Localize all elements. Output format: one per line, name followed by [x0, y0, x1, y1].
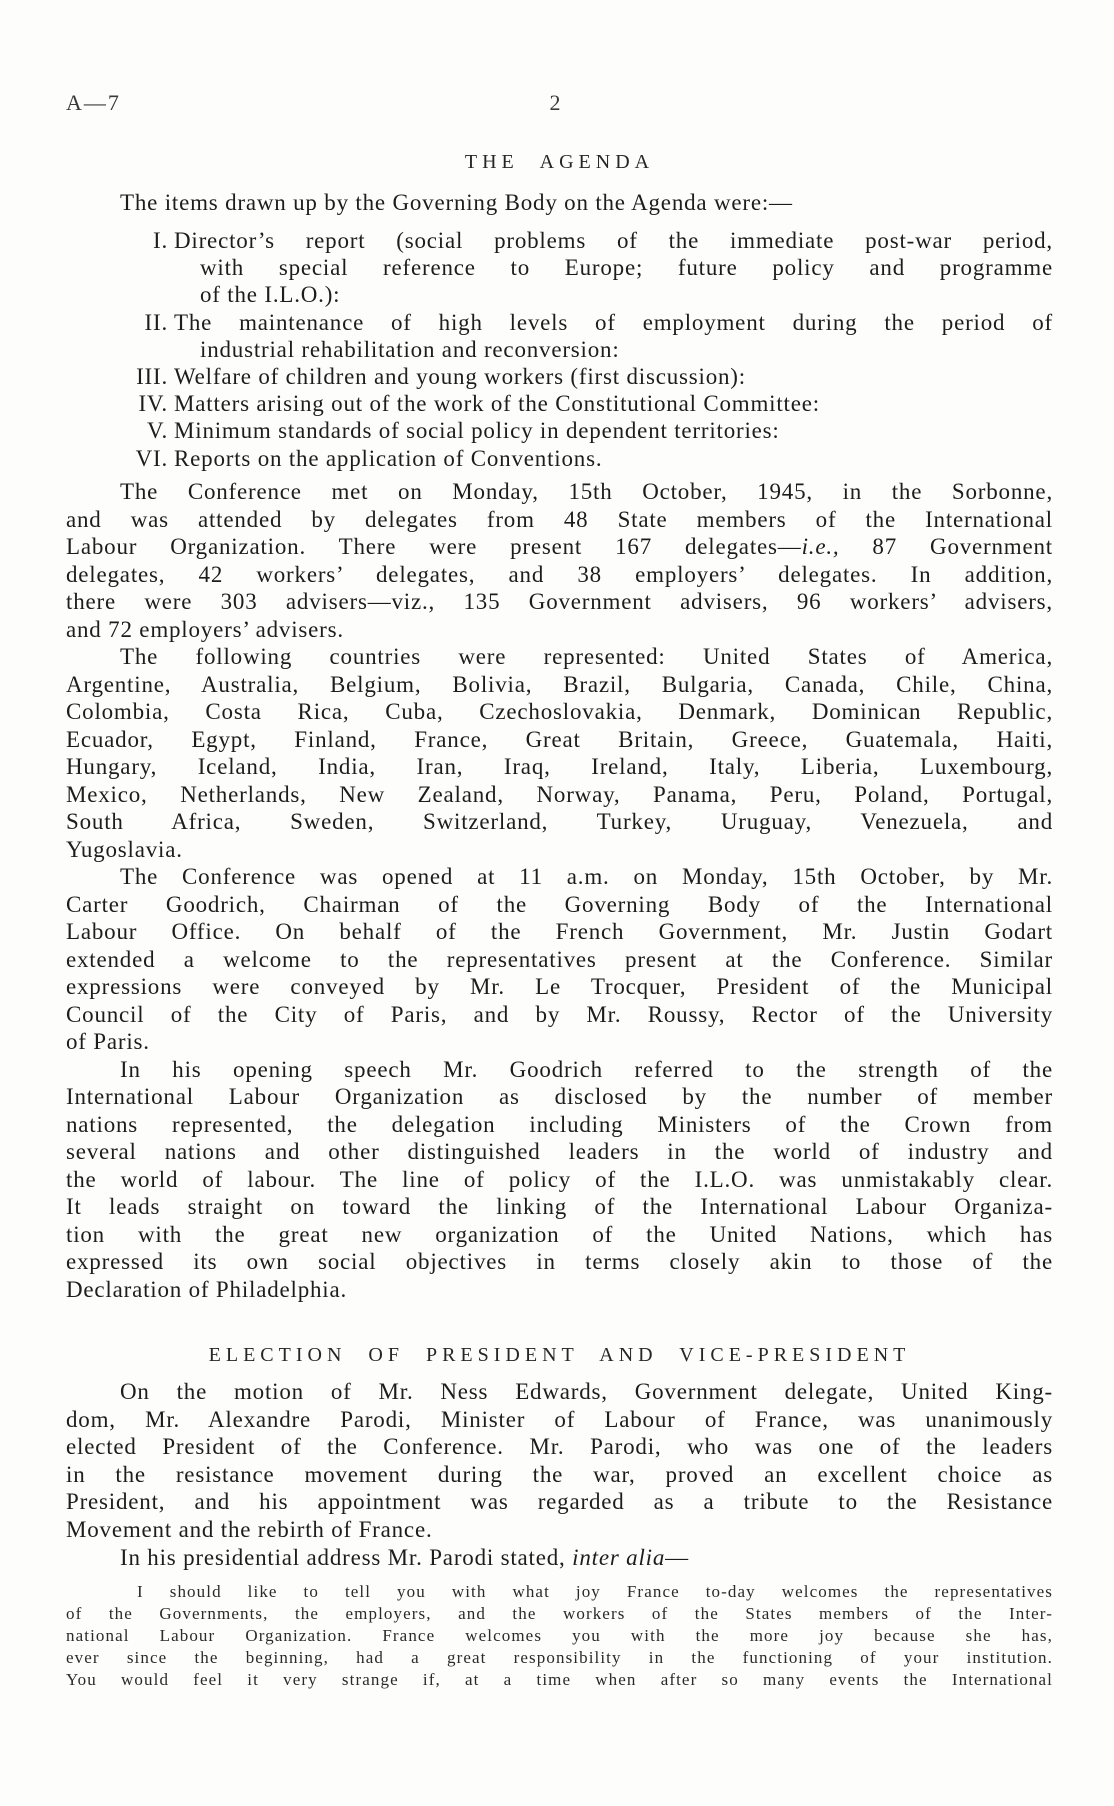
text-line: It leads straight on toward the linking of the International Labour Organiza-: [66, 1194, 1053, 1219]
election-title: ELECTION OF PRESIDENT AND VICE-PRESIDENT: [208, 1344, 911, 1366]
text-line: nations represented, the delegation including Ministers of the Crown from: [66, 1111, 1053, 1137]
text-line: Yugoslavia.: [66, 836, 183, 862]
agenda-item-text: Minimum standards of social policy in dependent territories:: [174, 418, 780, 444]
quote-line: national Labour Organization. France welcomes you with the more joy because she has,: [66, 1626, 1053, 1645]
agenda-item-text: Reports on the application of Conventions.: [174, 445, 603, 471]
agenda-numeral: VI.: [135, 445, 168, 471]
agenda-item: [66, 363, 1053, 390]
quote-line: of the Governments, the employers, and the workers of the States members of the Inter-: [66, 1604, 1053, 1623]
paragraph: [66, 863, 1053, 1056]
agenda-item-text: Matters arising out of the work of the Constitutional Committee:: [174, 391, 820, 417]
agenda-numeral: III.: [136, 363, 168, 389]
agenda-numeral: II.: [144, 309, 168, 335]
text-line: dom, Mr. Alexandre Parodi, Minister of Labour of France, was unanimously: [66, 1406, 1053, 1432]
text-line: Carter Goodrich, Chairman of the Governing Body of the International: [66, 891, 1053, 917]
text-line: In his opening speech Mr. Goodrich referred to the strength of the: [120, 1056, 1053, 1082]
quote-block: [66, 1581, 1053, 1691]
text-line: of Paris.: [66, 1029, 150, 1054]
text-line: The following countries were represented: United States of America,: [120, 644, 1053, 669]
quote-line: I should like to tell you with what joy France to-day welcomes the representatives: [137, 1582, 1053, 1601]
agenda-item: [66, 445, 1053, 472]
text-line: expressions were conveyed by Mr. Le Trocquer, President of the Municipal: [66, 974, 1053, 999]
agenda-item: [66, 309, 1053, 363]
page-header: [66, 89, 1053, 117]
text-line: and was attended by delegates from 48 State members of the International: [66, 506, 1053, 532]
text-line: delegates, 42 workers’ delegates, and 38 employers’ delegates. In addition,: [66, 561, 1053, 587]
text-line: South Africa, Sweden, Switzerland, Turkey, Uruguay, Venezuela, and: [66, 809, 1053, 834]
text-line: Movement and the rebirth of France.: [66, 1516, 433, 1542]
text-line: Hungary, Iceland, India, Iran, Iraq, Ireland, Italy, Liberia, Luxembourg,: [66, 754, 1053, 779]
agenda-numeral: IV.: [138, 391, 168, 417]
text-segment: 87 Government: [839, 534, 1053, 559]
paragraph: [66, 478, 1053, 643]
agenda-item-first-line: [66, 445, 1053, 472]
text-line: in the resistance movement during the war, proved an excellent choice as: [66, 1461, 1053, 1487]
text-segment: Labour Organization. There were present 167 delegates—: [66, 534, 802, 559]
agenda-item-first-line: [66, 227, 1053, 254]
agenda-item-text: with special reference to Europe; future policy and programme: [200, 255, 1053, 281]
agenda-item: [66, 227, 1053, 309]
agenda-list: [66, 227, 1053, 472]
text-line: several nations and other distinguished leaders in the world of industry and: [66, 1139, 1053, 1164]
text-line: Colombia, Costa Rica, Cuba, Czechoslovakia, Denmark, Dominican Republic,: [66, 699, 1053, 724]
text-line: Mexico, Netherlands, New Zealand, Norway, Panama, Peru, Poland, Portugal,: [66, 781, 1053, 807]
paragraph: [66, 1544, 1053, 1572]
agenda-item-text: Director’s report (social problems of the immediate post-war period,: [174, 228, 1053, 253]
text-line: Labour Office. On behalf of the French Government, Mr. Justin Godart: [66, 919, 1053, 944]
agenda-item-text: industrial rehabilitation and reconversion:: [200, 336, 620, 362]
agenda-numeral: V.: [147, 418, 168, 444]
italic-text: i.e.,: [801, 534, 840, 559]
text-line: The Conference met on Monday, 15th October, 1945, in the Sorbonne,: [120, 479, 1053, 504]
agenda-item-first-line: [66, 390, 1053, 417]
text-segment: —: [665, 1544, 689, 1570]
text-line: Argentine, Australia, Belgium, Bolivia, Brazil, Bulgaria, Canada, Chile, China,: [66, 671, 1053, 697]
agenda-title: THE AGENDA: [464, 151, 655, 173]
text-line: extended a welcome to the representatives present at the Conference. Similar: [66, 946, 1053, 972]
text-line: International Labour Organization as disclosed by the number of member: [66, 1084, 1053, 1109]
agenda-item: [66, 417, 1053, 444]
text-line: elected President of the Conference. Mr. Parodi, who was one of the leaders: [66, 1434, 1053, 1460]
page-number: 2: [549, 90, 561, 115]
agenda-numeral: I.: [152, 228, 168, 253]
text-line: The Conference was opened at 11 a.m. on Monday, 15th October, by Mr.: [120, 864, 1053, 889]
text-line: President, and his appointment was regarded as a tribute to the Resistance: [66, 1489, 1053, 1515]
agenda-item-first-line: [66, 417, 1053, 444]
agenda-item-text: The maintenance of high levels of employment during the period of: [174, 309, 1053, 335]
paragraph: [66, 1056, 1053, 1304]
text-line: [66, 533, 1053, 561]
agenda-intro: The items drawn up by the Governing Body on the Agenda were:—: [120, 190, 793, 215]
agenda-item-first-line: [66, 363, 1053, 390]
agenda-item: [66, 390, 1053, 417]
agenda-item-first-line: [66, 309, 1053, 336]
text-line: expressed its own social objectives in terms closely akin to those of the: [66, 1249, 1053, 1274]
text-line: and 72 employers’ advisers.: [66, 616, 344, 642]
agenda-intro-block: [66, 189, 1053, 217]
agenda-item-text: Welfare of children and young workers (first discussion):: [174, 363, 746, 389]
election-section: [66, 1378, 1053, 1571]
paragraph: [66, 1378, 1053, 1544]
text-line: Council of the City of Paris, and by Mr. Roussy, Rector of the University: [66, 1001, 1053, 1027]
text-line: Ecuador, Egypt, Finland, France, Great Britain, Greece, Guatemala, Haiti,: [66, 726, 1053, 752]
text-line: Declaration of Philadelphia.: [66, 1276, 348, 1302]
text-segment: In his presidential address Mr. Parodi stated,: [120, 1544, 573, 1570]
paragraph: [66, 643, 1053, 863]
text-line: On the motion of Mr. Ness Edwards, Government delegate, United King-: [120, 1379, 1053, 1404]
conference-section: [66, 478, 1053, 1303]
italic-text: inter alia: [572, 1544, 666, 1570]
quote-line: You would feel it very strange if, at a time when after so many events the International: [66, 1670, 1053, 1689]
agenda-item-text: of the I.L.O.):: [200, 282, 341, 308]
text-line: there were 303 advisers—viz., 135 Government advisers, 96 workers’ advisers,: [66, 589, 1053, 614]
quote-line: ever since the beginning, had a great responsibility in the functioning of your institution.: [66, 1648, 1053, 1667]
text-line: [66, 1544, 1053, 1572]
text-line: the world of labour. The line of policy of the I.L.O. was unmistakably clear.: [66, 1166, 1053, 1192]
text-line: tion with the great new organization of the United Nations, which has: [66, 1221, 1053, 1247]
section-code: A—7: [66, 90, 121, 115]
